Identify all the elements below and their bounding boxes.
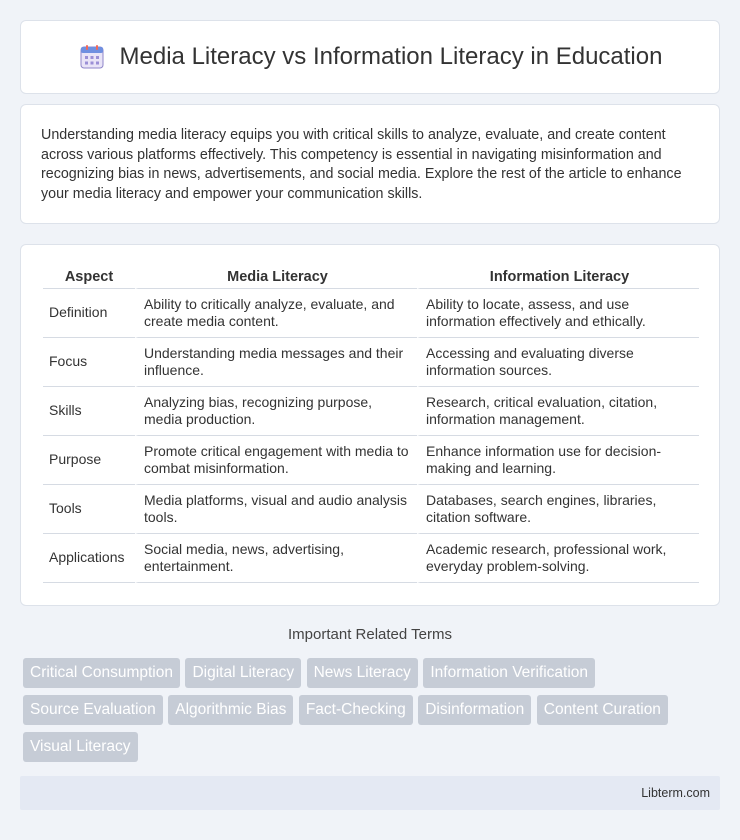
cell-information: Databases, search engines, libraries, citation software. [417,485,699,534]
tag-information-verification[interactable]: Information Verification [423,658,595,688]
tag-algorithmic-bias[interactable]: Algorithmic Bias [168,695,293,725]
comparison-card [20,244,720,606]
cell-media: Social media, news, advertising, entertainment. [135,534,417,583]
header-information-literacy: Information Literacy [417,263,699,289]
cell-information: Enhance information use for decision-making and learning. [417,436,699,485]
table-row [43,387,699,436]
cell-aspect: Tools [43,485,135,534]
tag-fact-checking[interactable]: Fact-Checking [299,695,413,725]
cell-information: Research, critical evaluation, citation, information management. [417,387,699,436]
page-title: Media Literacy vs Information Literacy in Education [119,43,663,70]
tag-critical-consumption[interactable]: Critical Consumption [23,658,180,688]
tag-content-curation[interactable]: Content Curation [537,695,668,725]
cell-information: Accessing and evaluating diverse information sources. [417,338,699,387]
intro-card [20,104,720,224]
table-header-row [43,263,699,289]
tag-visual-literacy[interactable]: Visual Literacy [23,732,138,762]
related-terms-tags [23,658,723,769]
cell-aspect: Applications [43,534,135,583]
cell-aspect: Focus [43,338,135,387]
tag-source-evaluation[interactable]: Source Evaluation [23,695,163,725]
cell-information: Academic research, professional work, everyday problem-solving. [417,534,699,583]
footer-site-link[interactable]: Libterm.com [641,786,710,800]
cell-aspect: Skills [43,387,135,436]
tag-digital-literacy[interactable]: Digital Literacy [185,658,301,688]
tag-disinformation[interactable]: Disinformation [418,695,531,725]
comparison-table [43,263,699,583]
cell-aspect: Purpose [43,436,135,485]
table-row [43,436,699,485]
related-terms-title: Important Related Terms [288,626,452,643]
cell-media: Ability to critically analyze, evaluate, and create media content. [135,289,417,338]
table-row [43,534,699,583]
tag-news-literacy[interactable]: News Literacy [307,658,418,688]
cell-media: Understanding media messages and their influence. [135,338,417,387]
intro-paragraph: Understanding media literacy equips you with critical skills to analyze, evaluate, and create content across various platforms effectively. This competency is essential in navigating misinformation and recognizing bias in news, advertisements, and social media. Explore the rest of the article to enhance your media literacy and empower your communication skills. [41,127,682,202]
header-card [20,20,720,94]
header-media-literacy: Media Literacy [135,263,417,289]
calendar-icon [78,43,106,71]
cell-aspect: Definition [43,289,135,338]
table-row [43,485,699,534]
cell-information: Ability to locate, assess, and use information effectively and ethically. [417,289,699,338]
table-row [43,289,699,338]
cell-media: Media platforms, visual and audio analysis tools. [135,485,417,534]
cell-media: Analyzing bias, recognizing purpose, media production. [135,387,417,436]
table-row [43,338,699,387]
header-aspect: Aspect [43,263,135,289]
footer [20,776,720,810]
cell-media: Promote critical engagement with media to combat misinformation. [135,436,417,485]
